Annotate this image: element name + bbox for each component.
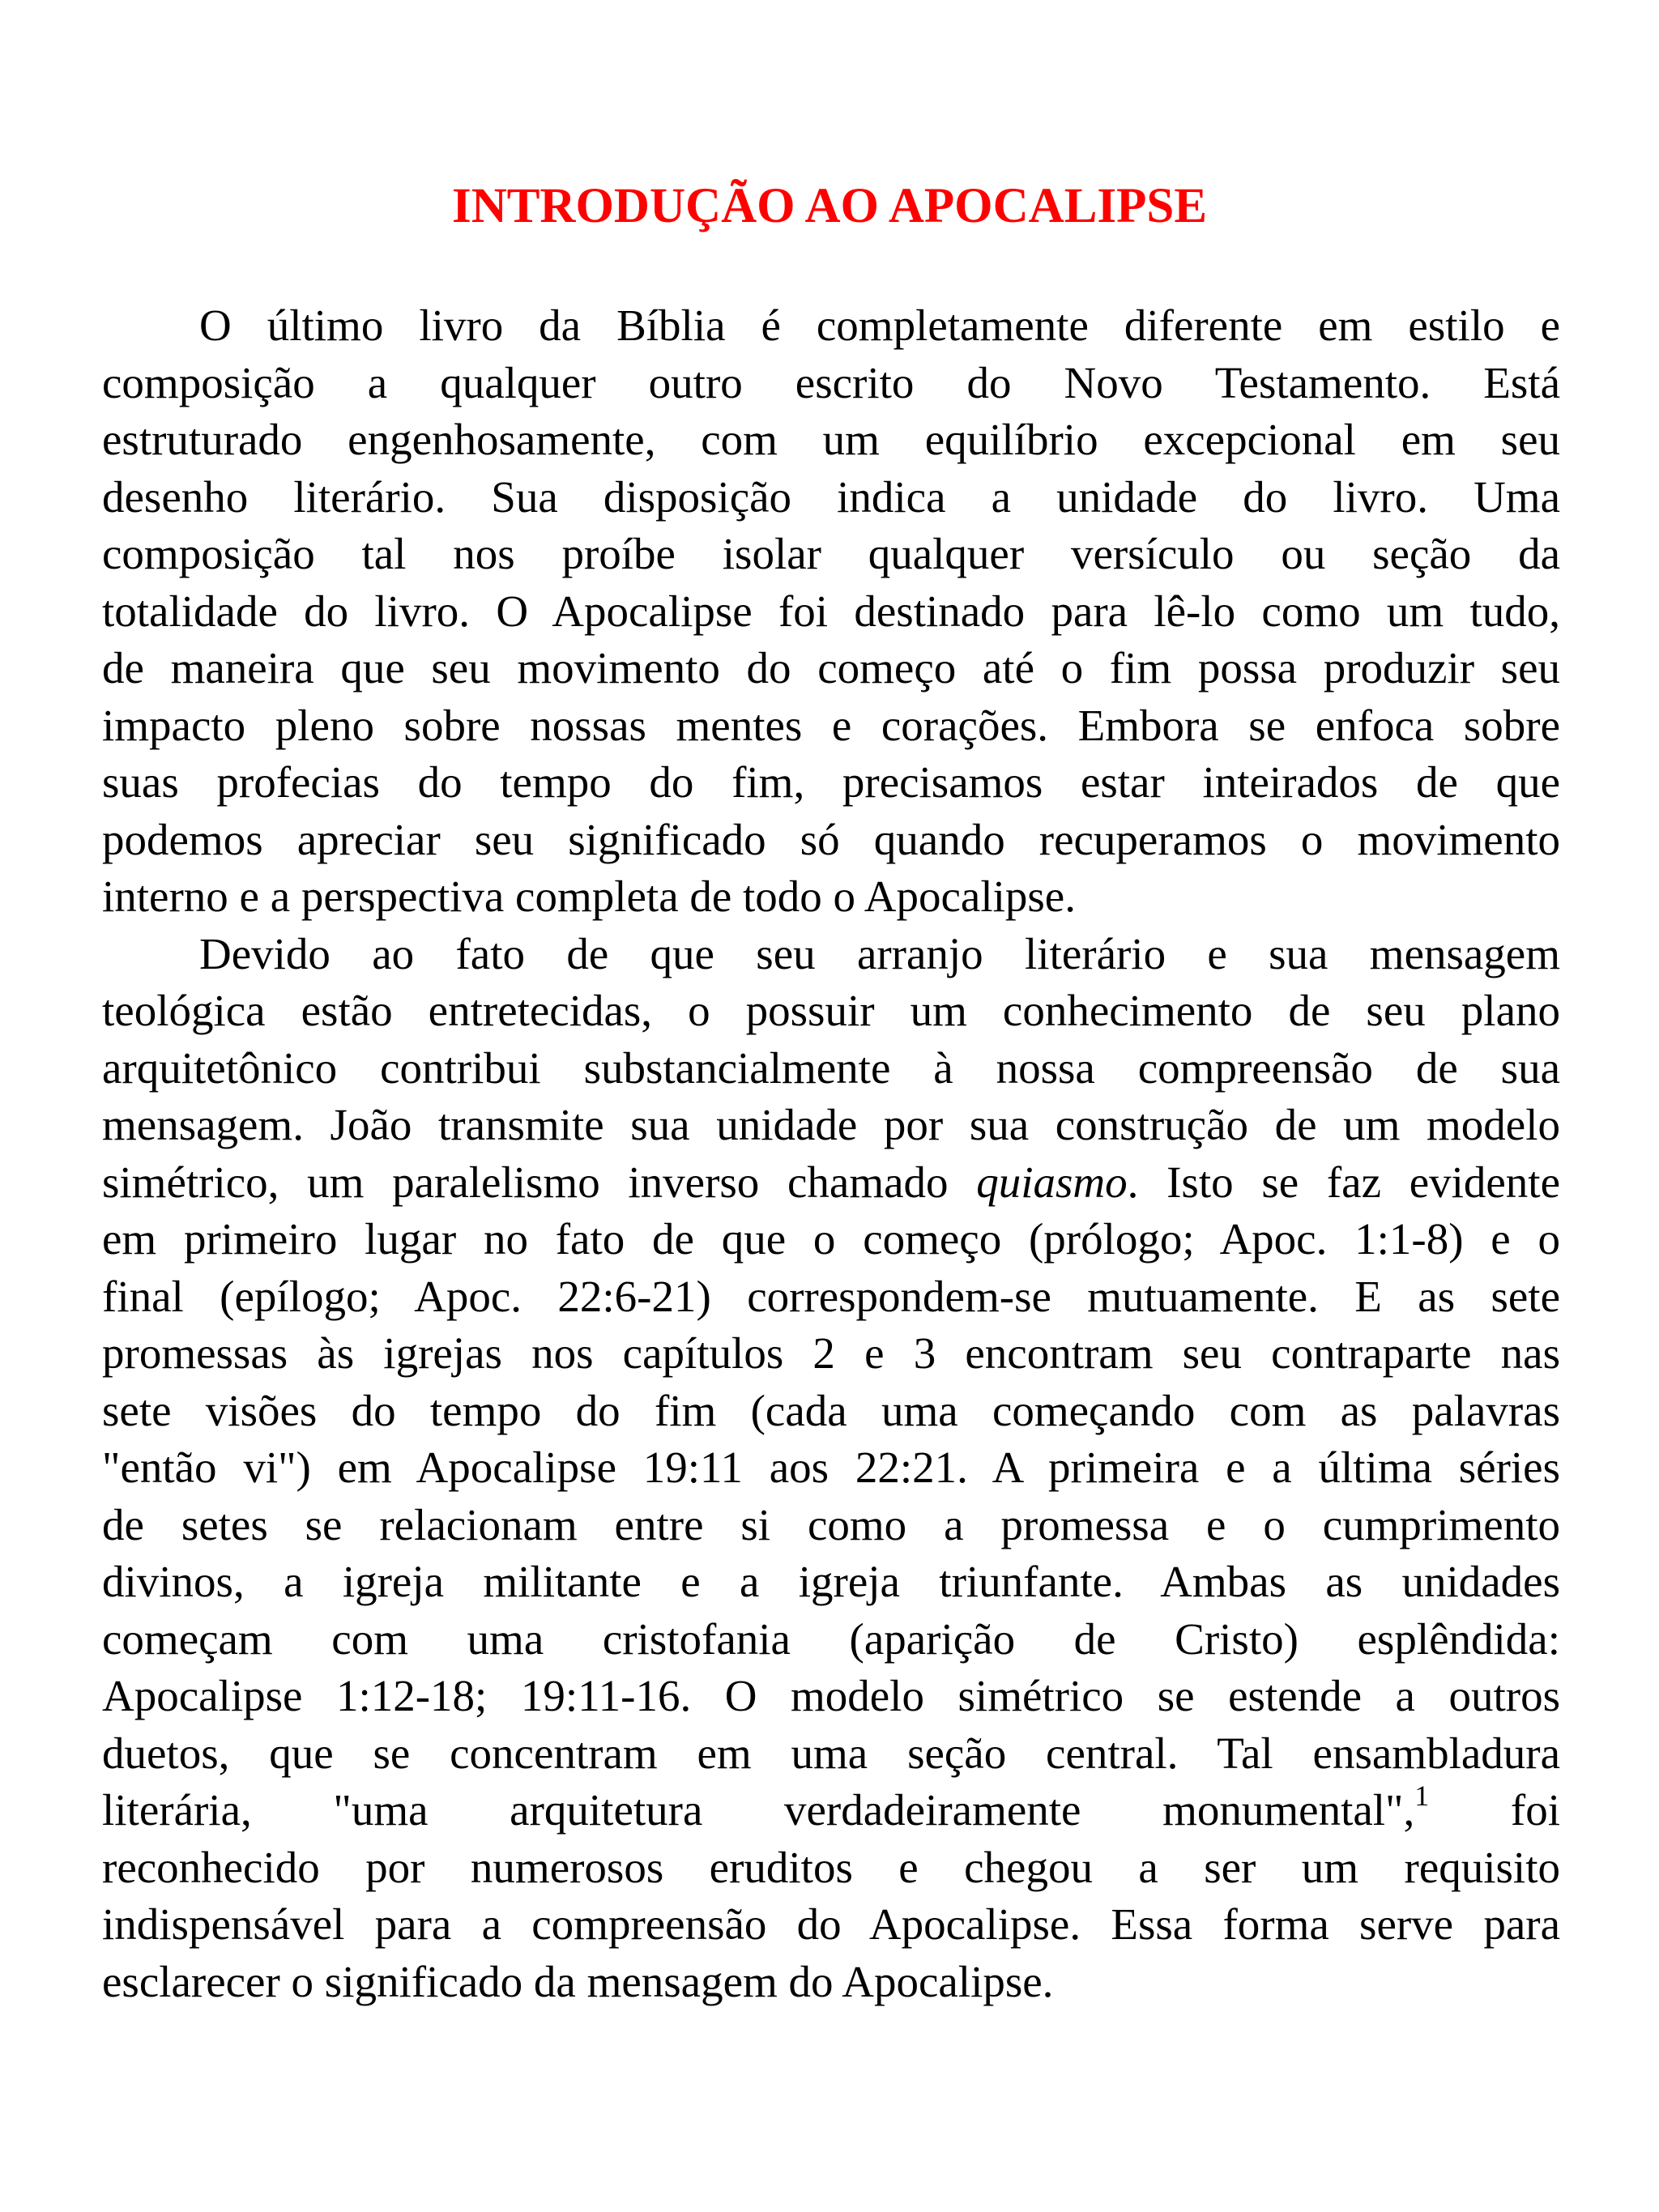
paragraph-line-footnote — [102, 1779, 1560, 1839]
paragraph-line: interno e a perspectiva completa de todo o Apocalipse. — [102, 872, 1076, 921]
paragraph-line: mensagem. João transmite sua unidade por sua construção de um modelo — [102, 1100, 1560, 1149]
paragraph-line: podemos apreciar seu significado só quando recuperamos o movimento — [102, 814, 1560, 864]
paragraph-line: indispensável para a compreensão do Apocalipse. Essa forma serve para — [102, 1899, 1560, 1949]
paragraph-line-quiasmo — [102, 1154, 1560, 1212]
page-title: INTRODUÇÃO AO APOCALIPSE — [451, 179, 1208, 233]
paragraph-line: em primeiro lugar no fato de que o começo (prólogo; Apoc. 1:1-8) e o — [102, 1214, 1560, 1264]
body-text — [102, 297, 1560, 2010]
paragraph-line: de maneira que seu movimento do começo até o fim possa produzir seu — [102, 643, 1560, 693]
paragraph-line: duetos, que se concentram em uma seção central. Tal ensambladura — [102, 1728, 1560, 1778]
paragraph-line: sete visões do tempo do fim (cada uma começando com as palavras — [102, 1385, 1560, 1435]
paragraph-line: de setes se relacionam entre si como a promessa e o cumprimento — [102, 1499, 1560, 1549]
paragraph-line: Devido ao fato de que seu arranjo literário e sua mensagem — [199, 928, 1560, 978]
paragraph-line: O último livro da Bíblia é completamente diferente em estilo e — [199, 300, 1560, 350]
text-segment: simétrico, um paralelismo inverso chamado — [102, 1157, 977, 1207]
paragraph-line: divinos, a igreja militante e a igreja triunfante. Ambas as unidades — [102, 1557, 1560, 1606]
paragraph-line: arquitetônico contribui substancialmente à nossa compreensão de sua — [102, 1042, 1560, 1093]
text-segment: foi — [1429, 1785, 1560, 1835]
paragraph-line: teológica estão entretecidas, o possuir um conhecimento de seu plano — [102, 986, 1560, 1035]
paragraph-line: desenho literário. Sua disposição indica a unidade do livro. Uma — [102, 471, 1560, 522]
paragraph-line: totalidade do livro. O Apocalipse foi destinado para lê-lo como um tudo, — [102, 586, 1560, 636]
paragraph-line: promessas às igrejas nos capítulos 2 e 3 encontram seu contraparte nas — [102, 1328, 1560, 1378]
italic-term: quiasmo — [976, 1157, 1128, 1207]
paragraph-line: Apocalipse 1:12-18; 19:11-16. O modelo simétrico se estende a outros — [102, 1671, 1560, 1720]
paragraph-line: reconhecido por numerosos eruditos e chegou a ser um requisito — [102, 1842, 1560, 1892]
paragraph-line: composição a qualquer outro escrito do Novo Testamento. Está — [102, 357, 1560, 407]
paragraph-line: final (epílogo; Apoc. 22:6-21) correspondem-se mutuamente. E as sete — [102, 1271, 1560, 1321]
paragraph-line: suas profecias do tempo do fim, precisamos estar inteirados de que — [102, 757, 1560, 807]
text-segment: literária, "uma arquitetura verdadeiramente monumental", — [102, 1785, 1415, 1835]
paragraph-line: "então vi") em Apocalipse 19:11 aos 22:21. A primeira e a última séries — [102, 1443, 1560, 1492]
text-segment: . Isto se faz evidente — [1127, 1157, 1560, 1207]
paragraph-line: impacto pleno sobre nossas mentes e corações. Embora se enfoca sobre — [102, 700, 1560, 750]
paragraph-line: começam com uma cristofania (aparição de Cristo) esplêndida: — [102, 1613, 1560, 1664]
paragraph-line: estruturado engenhosamente, com um equilíbrio excepcional em seu — [102, 415, 1560, 464]
paragraph-line: composição tal nos proíbe isolar qualquer versículo ou seção da — [102, 529, 1560, 578]
paragraph-line: esclarecer o significado da mensagem do Apocalipse. — [102, 1956, 1054, 2006]
footnote-marker[interactable]: 1 — [1414, 1779, 1430, 1812]
